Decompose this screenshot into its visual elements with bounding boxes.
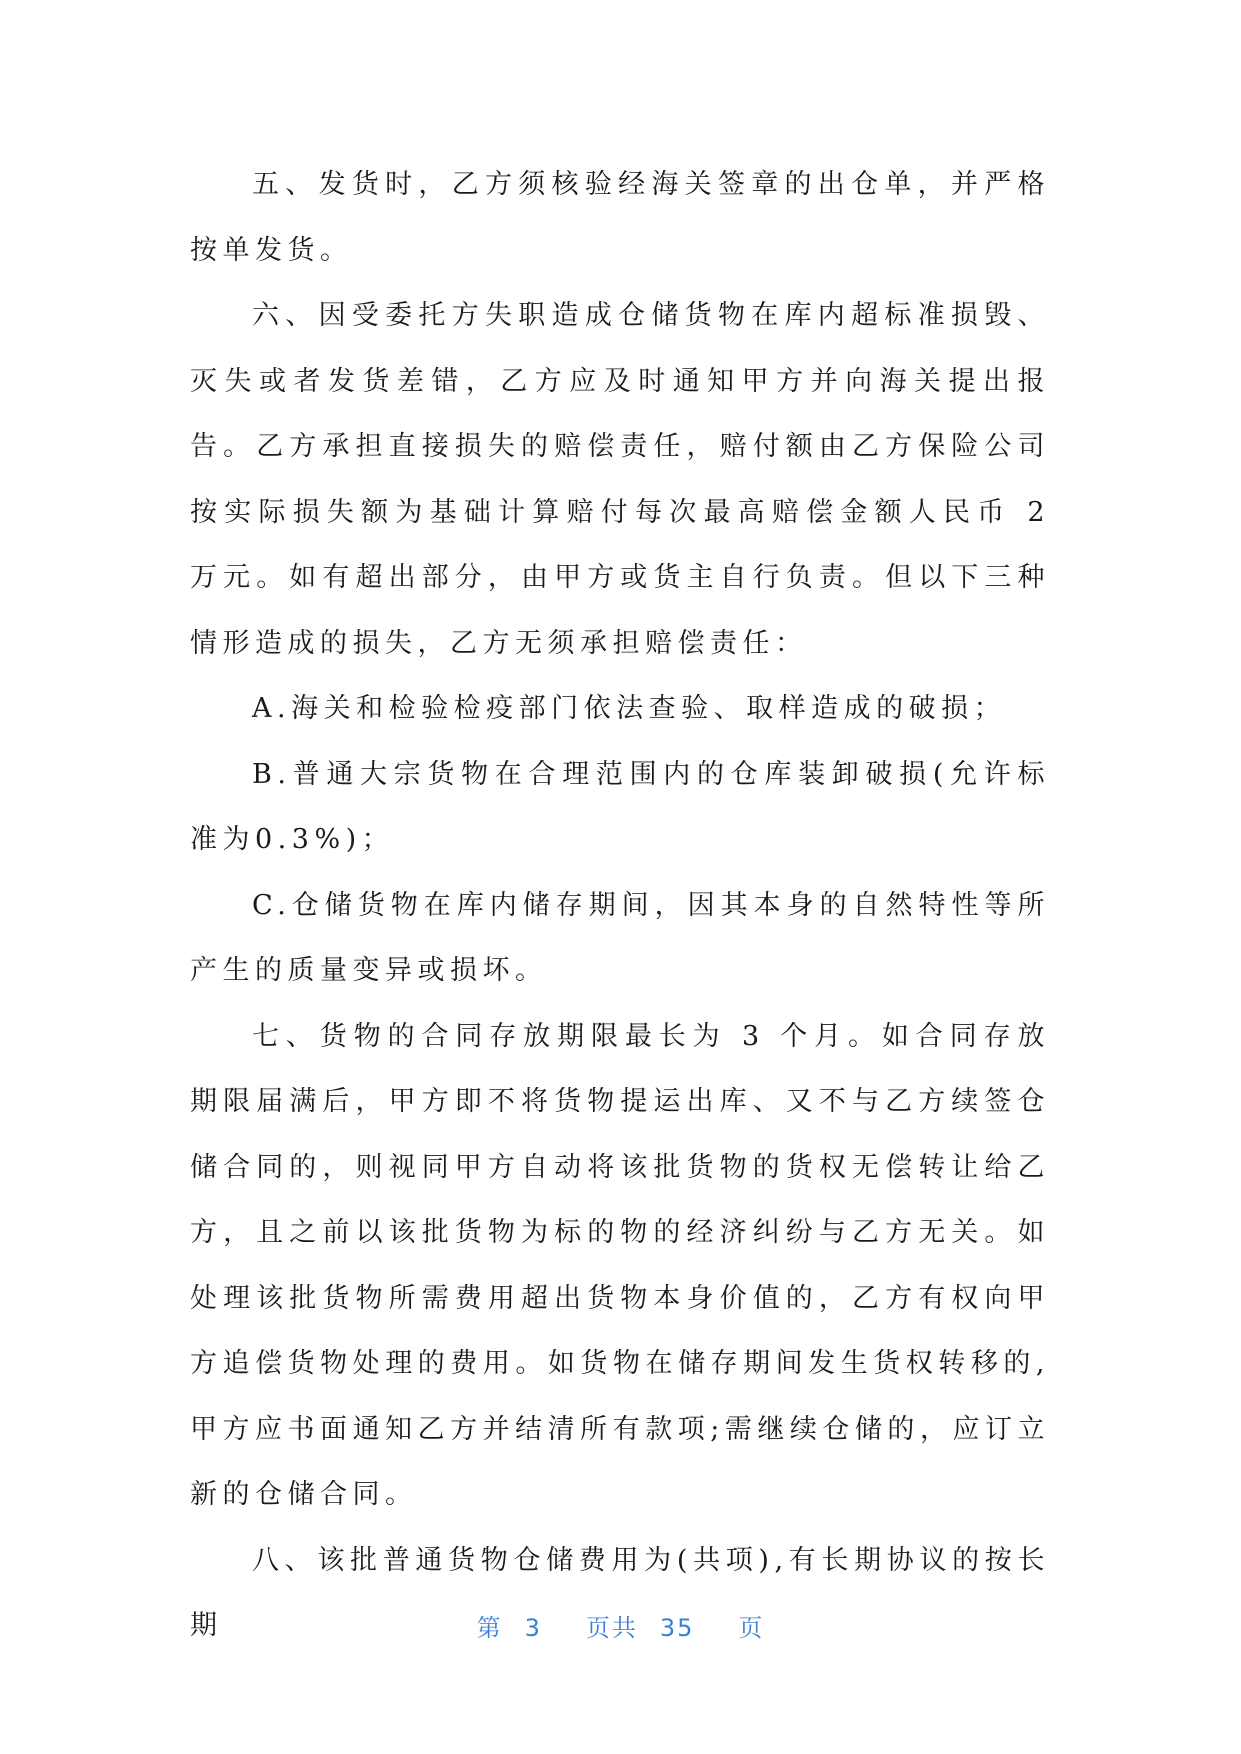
- footer-current-page: 3: [524, 1614, 542, 1642]
- footer-suffix: 页: [738, 1614, 765, 1642]
- footer-prefix: 第: [476, 1614, 503, 1642]
- paragraph-section-8: 八、该批普通货物仓储费用为(共项),有长期协议的按长期: [190, 1544, 1050, 1641]
- paragraph-section-5: 五、发货时，乙方须核验经海关签章的出仓单，并严格按单发货。: [190, 169, 1050, 266]
- paragraph-section-6: 六、因受委托方失职造成仓储货物在库内超标准损毁、灭失或者发货差错，乙方应及时通知甲方并向海关提出报告。乙方承担直接损失的赔偿责任，赔付额由乙方保险公司按实际损失额为基础计算赔付每次最高赔偿金额人民币 2 万元。如有超出部分，由甲方或货主自行负责。但以下三种情形造成的损失，乙方无须承担赔偿责任：: [190, 300, 1050, 659]
- paragraph-section-7: 七、货物的合同存放期限最长为 3 个月。如合同存放期限届满后，甲方即不将货物提运出库、又不与乙方续签仓储合同的，则视同甲方自动将该批货物的货权无偿转让给乙方，且之前以该批货物为标的物的经济纠纷与乙方无关。如处理该批货物所需费用超出货物本身价值的，乙方有权向甲方追偿货物处理的费用。如货物在储存期间发生货权转移的,甲方应书面通知乙方并结清所有款项;需继续仓储的，应订立新的仓储合同。: [190, 1020, 1050, 1510]
- paragraph-item-b: B.普通大宗货物在合理范围内的仓库装卸破损(允许标准为0.3%)；: [190, 758, 1050, 855]
- footer-middle: 页共: [585, 1614, 638, 1642]
- footer-total-pages: 35: [659, 1614, 695, 1642]
- page-footer: [0, 1608, 1241, 1643]
- document-body: [190, 152, 1050, 1659]
- paragraph-item-c: C.仓储货物在库内储存期间，因其本身的自然特性等所产生的质量变异或损坏。: [190, 889, 1050, 986]
- paragraph-item-a: A.海关和检验检疫部门依法查验、取样造成的破损；: [252, 693, 1007, 724]
